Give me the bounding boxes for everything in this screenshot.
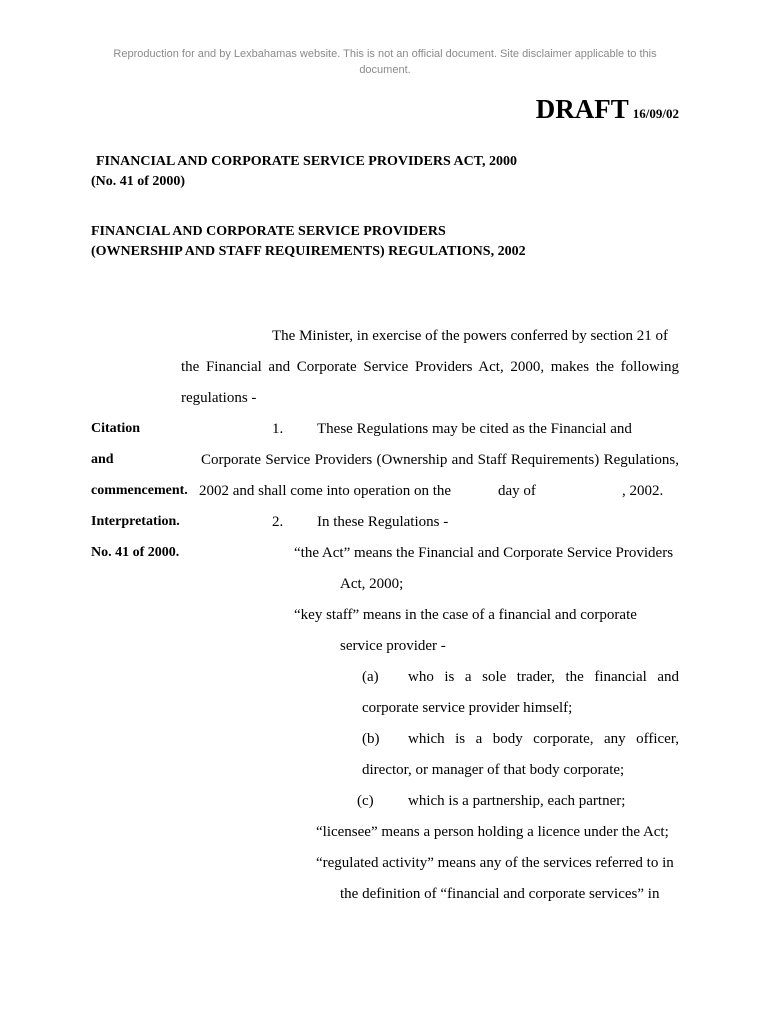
margin-note-and: and: [91, 452, 114, 467]
definition-regulated-activity-line-2: the definition of “financial and corporate services” in: [340, 886, 660, 902]
section-1-line-3a: 2002 and shall come into operation on the: [199, 483, 452, 499]
item-b-label: (b): [362, 731, 380, 747]
regulations-title-line-2: (OWNERSHIP AND STAFF REQUIREMENTS) REGULATIONS, 2002: [91, 244, 526, 259]
draft-date: 16/09/02: [632, 106, 679, 121]
act-title: FINANCIAL AND CORPORATE SERVICE PROVIDERS ACT, 2000: [96, 154, 517, 169]
item-a-line-1: who is a sole trader, the financial and: [408, 669, 679, 685]
definition-regulated-activity-line-1: “regulated activity” means any of the services referred to in: [316, 855, 674, 871]
disclaimer-line-2: document.: [359, 64, 411, 76]
section-1-number: 1.: [272, 421, 284, 437]
section-1-line-3c: , 2002.: [622, 483, 664, 499]
act-number: (No. 41 of 2000): [91, 174, 186, 189]
margin-note-act-reference: No. 41 of 2000.: [91, 545, 180, 560]
section-1-line-3b: day of: [498, 483, 536, 499]
draft-label: DRAFT: [535, 94, 629, 124]
definition-act-line-1: “the Act” means the Financial and Corporate Service Providers: [294, 545, 674, 561]
preamble-line-2: the Financial and Corporate Service Providers Act, 2000, makes the following: [181, 359, 679, 375]
definition-key-staff-line-2: service provider -: [340, 638, 446, 654]
margin-note-citation: Citation: [91, 421, 140, 436]
regulations-title-line-1: FINANCIAL AND CORPORATE SERVICE PROVIDERS: [91, 224, 446, 239]
item-c-label: (c): [357, 793, 374, 809]
definition-act-line-2: Act, 2000;: [340, 576, 404, 592]
section-2-number: 2.: [272, 514, 284, 530]
section-1-line-2: Corporate Service Providers (Ownership and Staff Requirements) Regulations,: [201, 452, 679, 468]
margin-note-commencement: commencement.: [91, 483, 188, 498]
preamble-line-1: The Minister, in exercise of the powers conferred by section 21 of: [272, 328, 668, 344]
item-b-line-2: director, or manager of that body corporate;: [362, 762, 625, 778]
margin-note-interpretation: Interpretation.: [91, 514, 180, 529]
definition-key-staff-line-1: “key staff” means in the case of a financial and corporate: [294, 607, 637, 623]
section-2-intro: In these Regulations -: [317, 514, 449, 530]
draft-header: [536, 94, 679, 125]
definition-licensee: “licensee” means a person holding a licence under the Act;: [316, 824, 669, 840]
item-a-line-2: corporate service provider himself;: [362, 700, 573, 716]
item-a-label: (a): [362, 669, 379, 685]
item-b-line-1: which is a body corporate, any officer,: [408, 731, 679, 747]
preamble-line-3: regulations -: [181, 390, 257, 406]
disclaimer-line-1: Reproduction for and by Lexbahamas website. This is not an official document. Site disclaimer applicable to this: [113, 48, 657, 60]
section-1-line-1: These Regulations may be cited as the Financial and: [317, 421, 632, 437]
item-c-line-1: which is a partnership, each partner;: [408, 793, 626, 809]
